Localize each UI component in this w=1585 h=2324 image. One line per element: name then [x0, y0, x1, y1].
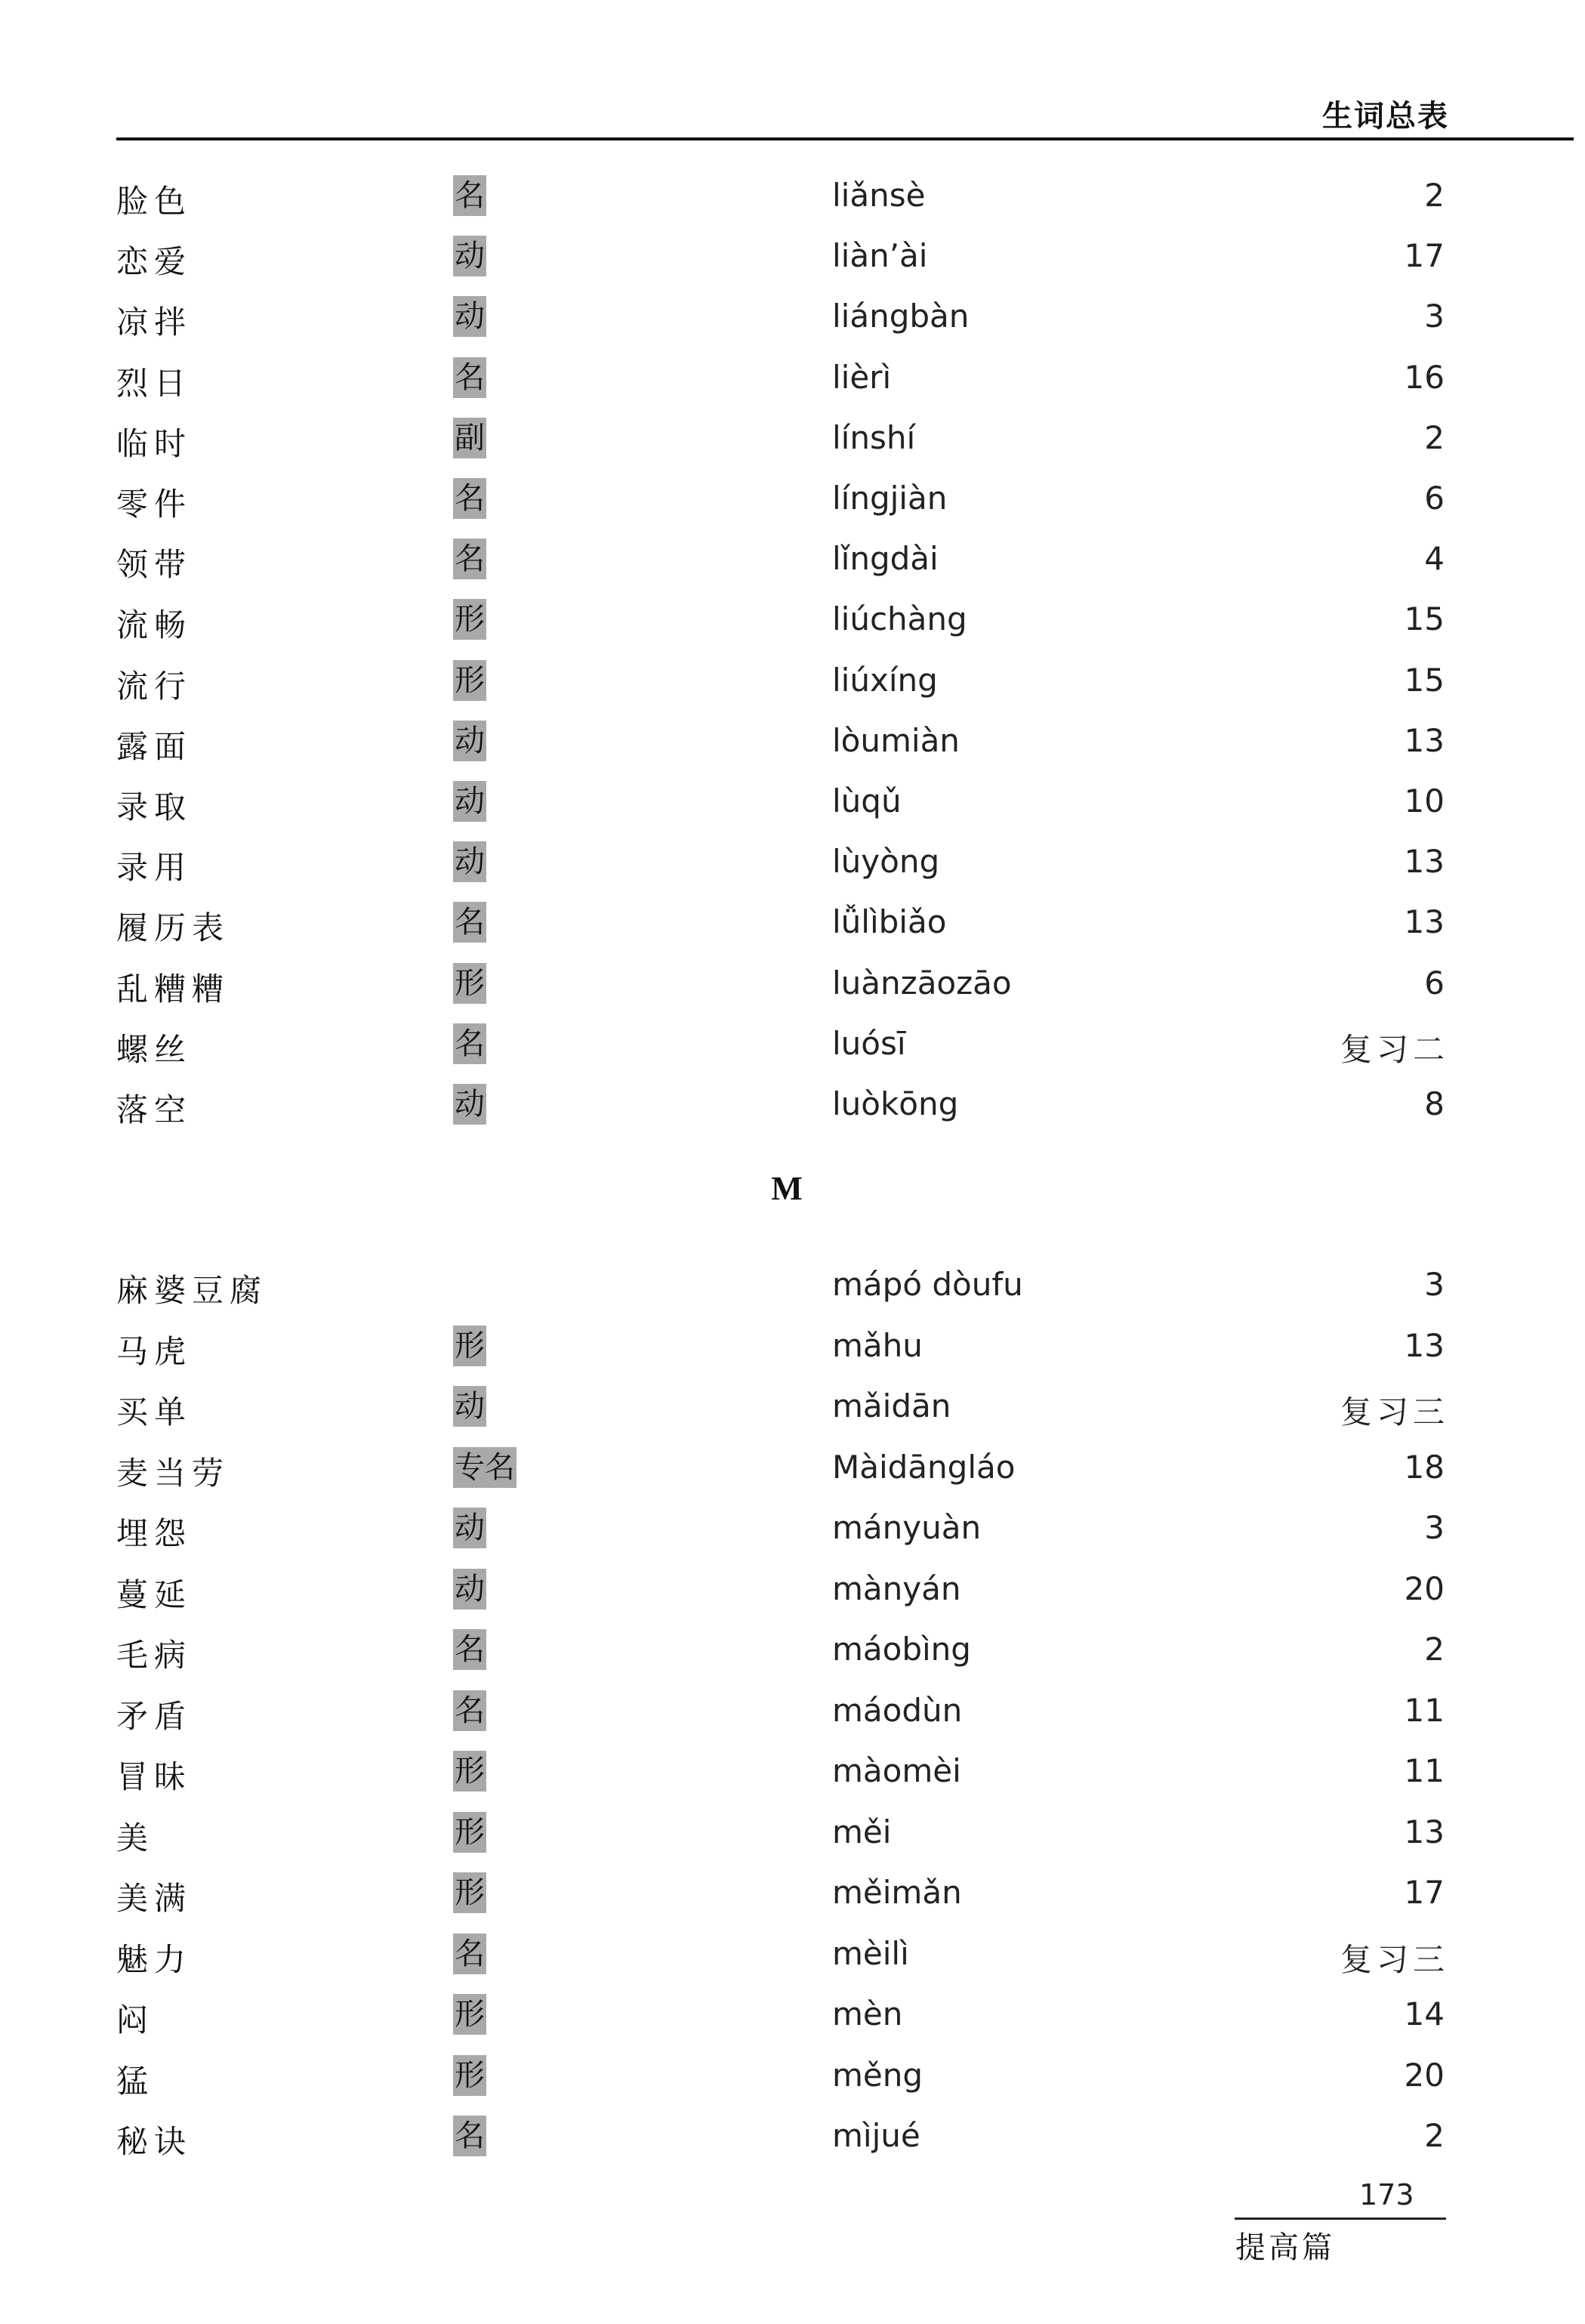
vocab-hanzi: 麦当劳: [116, 1454, 230, 1492]
part-of-speech-tag: 动: [453, 1386, 486, 1427]
vocab-pinyin: měng: [832, 2056, 924, 2094]
vocab-pinyin: lòumiàn: [832, 721, 960, 759]
lesson-number: 4: [1424, 540, 1445, 578]
part-of-speech-tag: 形: [453, 1326, 486, 1366]
page-header-title: 生词总表: [1322, 99, 1449, 134]
lesson-number: 2: [1424, 177, 1445, 214]
vocab-pinyin: mìjué: [832, 2117, 920, 2154]
vocab-pinyin: Màidāngláo: [832, 1448, 1016, 1486]
lesson-number: 16: [1404, 358, 1445, 396]
vocab-hanzi: 冒昧: [116, 1758, 193, 1795]
part-of-speech-tag: 名: [453, 1690, 486, 1731]
lesson-number: 3: [1424, 298, 1445, 335]
vocab-hanzi: 闷: [116, 2001, 155, 2039]
part-of-speech-tag: 名: [453, 357, 486, 398]
vocab-row: [0, 1927, 1585, 1988]
vocab-pinyin: lùyòng: [832, 843, 940, 881]
vocab-row: [0, 1623, 1585, 1684]
part-of-speech-tag: 形: [453, 660, 486, 701]
vocab-row: [0, 1745, 1585, 1805]
part-of-speech-tag: 名: [453, 902, 486, 943]
vocab-pinyin: mànyán: [832, 1569, 961, 1607]
lesson-number: 复习三: [1340, 1393, 1449, 1431]
vocab-hanzi: 录取: [116, 789, 193, 826]
vocab-row: [0, 1501, 1585, 1562]
vocab-hanzi: 恋爱: [116, 243, 193, 281]
vocab-hanzi: 落空: [116, 1091, 193, 1128]
vocab-hanzi: 麻婆豆腐: [116, 1272, 268, 1309]
lesson-number: 15: [1404, 661, 1445, 699]
vocab-hanzi: 秘诀: [116, 2123, 193, 2160]
vocab-pinyin: máodùn: [832, 1691, 963, 1729]
lesson-number: 20: [1404, 1569, 1445, 1607]
lesson-number: 17: [1404, 1874, 1445, 1911]
lesson-number: 13: [1404, 721, 1445, 759]
vocab-hanzi: 露面: [116, 727, 193, 765]
vocab-row: [0, 1563, 1585, 1623]
vocab-pinyin: liúxíng: [832, 661, 938, 699]
vocab-row: [0, 1806, 1585, 1866]
vocab-hanzi: 毛病: [116, 1637, 193, 1674]
vocab-pinyin: lǚlìbiǎo: [832, 903, 947, 941]
vocab-hanzi: 领带: [116, 546, 193, 584]
part-of-speech-tag: 副: [453, 418, 486, 458]
vocab-hanzi: 马虎: [116, 1332, 193, 1370]
vocab-hanzi: 流畅: [116, 606, 193, 644]
lesson-number: 2: [1424, 418, 1445, 456]
vocab-pinyin: línshí: [832, 418, 916, 456]
lesson-number: 13: [1404, 903, 1445, 941]
vocab-pinyin: língjiàn: [832, 480, 948, 517]
vocab-hanzi: 烈日: [116, 364, 193, 402]
vocab-hanzi: 流行: [116, 667, 193, 705]
vocab-pinyin: měimǎn: [832, 1874, 962, 1911]
part-of-speech-tag: 名: [453, 175, 486, 216]
part-of-speech-tag: 动: [453, 236, 486, 276]
footer-divider: [1235, 2218, 1446, 2220]
part-of-speech-tag: 名: [453, 478, 486, 519]
vocab-row: [0, 1319, 1585, 1380]
lesson-number: 8: [1424, 1085, 1445, 1122]
lesson-number: 14: [1404, 1995, 1445, 2032]
vocab-hanzi: 蔓延: [116, 1576, 193, 1613]
vocab-pinyin: luósī: [832, 1024, 906, 1062]
vocab-row: [0, 1441, 1585, 1501]
lesson-number: 11: [1404, 1691, 1445, 1729]
part-of-speech-tag: 名: [453, 539, 486, 579]
lesson-number: 6: [1424, 480, 1445, 517]
vocab-pinyin: liàn’ài: [832, 237, 928, 275]
lesson-number: 复习三: [1340, 1940, 1449, 1978]
lesson-number: 17: [1404, 237, 1445, 275]
vocab-hanzi: 履历表: [116, 909, 230, 947]
part-of-speech-tag: 动: [453, 841, 486, 882]
part-of-speech-tag: 动: [453, 1569, 486, 1610]
lesson-number: 15: [1404, 600, 1445, 638]
vocab-pinyin: mèn: [832, 1995, 903, 2032]
vocab-pinyin: mǎhu: [832, 1326, 923, 1364]
part-of-speech-tag: 动: [453, 781, 486, 822]
lesson-number: 20: [1404, 2056, 1445, 2094]
part-of-speech-tag: 动: [453, 1508, 486, 1548]
part-of-speech-tag: 形: [453, 2055, 486, 2096]
lesson-number: 18: [1404, 1448, 1445, 1486]
lesson-number: 10: [1404, 782, 1445, 819]
part-of-speech-tag: 专名: [453, 1447, 517, 1488]
vocab-hanzi: 螺丝: [116, 1030, 193, 1068]
part-of-speech-tag: 名: [453, 1629, 486, 1670]
lesson-number: 6: [1424, 964, 1445, 1002]
vocab-pinyin: mèilì: [832, 1934, 909, 1972]
vocab-hanzi: 脸色: [116, 183, 193, 220]
vocab-pinyin: mányuàn: [832, 1509, 982, 1546]
vocab-row: [0, 2110, 1585, 2170]
vocab-pinyin: mǎidān: [832, 1387, 951, 1424]
part-of-speech-tag: 名: [453, 2116, 486, 2156]
vocab-pinyin: luòkōng: [832, 1085, 959, 1122]
part-of-speech-tag: 形: [453, 963, 486, 1004]
vocab-pinyin: lǐngdài: [832, 540, 939, 578]
vocab-pinyin: luànzāozāo: [832, 964, 1012, 1002]
vocab-row: [0, 1380, 1585, 1440]
vocab-pinyin: liǎnsè: [832, 177, 926, 214]
lesson-number: 13: [1404, 1813, 1445, 1850]
vocab-pinyin: máobìng: [832, 1631, 971, 1668]
part-of-speech-tag: 形: [453, 1994, 486, 2035]
lesson-number: 2: [1424, 2117, 1445, 2154]
vocab-hanzi: 凉拌: [116, 304, 193, 341]
lesson-number: 11: [1404, 1752, 1445, 1789]
lesson-number: 13: [1404, 1326, 1445, 1364]
vocab-hanzi: 录用: [116, 849, 193, 887]
vocab-hanzi: 猛: [116, 2062, 155, 2100]
vocab-hanzi: 乱糟糟: [116, 970, 230, 1008]
part-of-speech-tag: 名: [453, 1023, 486, 1064]
part-of-speech-tag: 形: [453, 1751, 486, 1792]
part-of-speech-tag: 形: [453, 599, 486, 640]
lesson-number: 3: [1424, 1266, 1445, 1303]
vocab-pinyin: liúchàng: [832, 600, 967, 638]
vocab-hanzi: 矛盾: [116, 1697, 193, 1735]
vocab-pinyin: měi: [832, 1813, 892, 1850]
vocab-pinyin: liángbàn: [832, 298, 970, 335]
vocab-row: [0, 1866, 1585, 1927]
vocab-row: [0, 1684, 1585, 1745]
lesson-number: 3: [1424, 1509, 1445, 1546]
vocab-hanzi: 魅力: [116, 1940, 193, 1978]
page-number: 173: [1359, 2178, 1414, 2211]
vocab-pinyin: lùqǔ: [832, 782, 902, 819]
lesson-number: 2: [1424, 1631, 1445, 1668]
vocab-row: [0, 2049, 1585, 2110]
part-of-speech-tag: 动: [453, 1084, 486, 1125]
vocab-row: [0, 1988, 1585, 2048]
part-of-speech-tag: 动: [453, 721, 486, 761]
part-of-speech-tag: 形: [453, 1812, 486, 1853]
vocab-hanzi: 美满: [116, 1880, 193, 1917]
vocab-row: [0, 1258, 1585, 1319]
vocab-hanzi: 零件: [116, 486, 193, 523]
vocab-pinyin: lièrì: [832, 358, 892, 396]
vocab-hanzi: 买单: [116, 1393, 193, 1431]
lesson-number: 复习二: [1340, 1030, 1449, 1068]
vocab-pinyin: màomèi: [832, 1752, 961, 1789]
part-of-speech-tag: 形: [453, 1872, 486, 1913]
book-part-label: 提高篇: [1235, 2230, 1335, 2265]
part-of-speech-tag: 名: [453, 1934, 486, 1974]
vocab-hanzi: 临时: [116, 424, 193, 462]
lesson-number: 13: [1404, 843, 1445, 881]
vocab-pinyin: mápó dòufu: [832, 1266, 1023, 1303]
section-letter-m: M: [771, 1170, 803, 1207]
part-of-speech-tag: 动: [453, 296, 486, 337]
vocab-hanzi: 埋怨: [116, 1515, 193, 1552]
vocab-hanzi: 美: [116, 1819, 155, 1856]
